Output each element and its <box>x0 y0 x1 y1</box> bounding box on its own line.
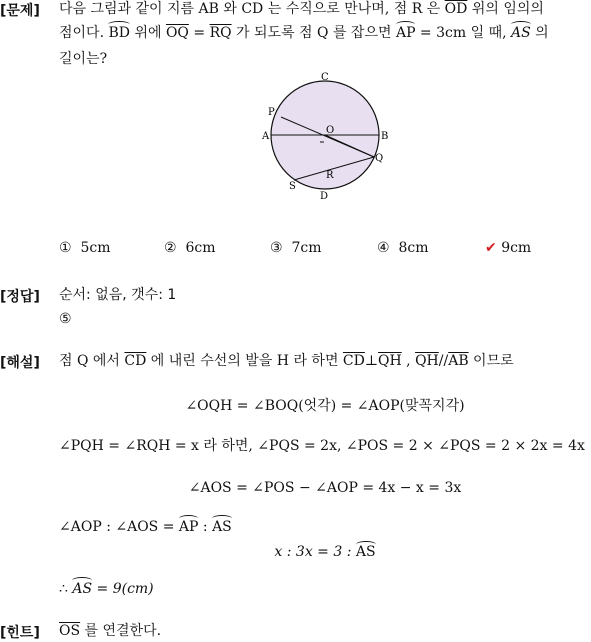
segment-od: $\overline{OD}$ <box>444 1 468 17</box>
problem-line-3: 길이는? <box>59 51 108 67</box>
segment-cd: $\overline{CD}$ <box>342 353 365 369</box>
segment-ab: $\overline{AB}$ <box>448 353 469 369</box>
label-a: A <box>262 131 270 142</box>
problem-text: = 3cm 일 때, <box>415 25 511 41</box>
label-r: R <box>326 170 334 181</box>
segment-rq: $\overline{RQ}$ <box>209 25 232 41</box>
circle-figure <box>262 72 392 204</box>
arc-ap: AP <box>178 519 199 535</box>
problem-line-2 <box>59 24 549 42</box>
arc-as: AS <box>212 519 232 535</box>
problem-text: 가 되도록 점 Q 를 잡으면 <box>231 25 396 41</box>
equation-2: ∠PQH = ∠RQH = x 라 하면, ∠PQS = 2x, ∠POS = 2 × ∠PQS = 2 × 2x = 4x <box>59 438 585 454</box>
segment-cd: $\overline{CD}$ <box>124 353 147 369</box>
equation-1: ∠OQH = ∠BOQ(엇각) = ∠AOP(맞꼭지각) <box>185 398 465 414</box>
label-q: Q <box>375 153 384 164</box>
hint-line: $\overline{OS}$ 를 연결한다. <box>59 623 162 639</box>
option-4[interactable]: ④ 8cm <box>377 240 429 256</box>
arc-as: AS <box>355 544 376 560</box>
option-3[interactable]: ③ 7cm <box>270 240 322 256</box>
problem-text: = <box>188 25 210 41</box>
answer-line-1: 순서: 없음, 갯수: 1 <box>59 287 177 303</box>
segment-qh: $\overline{QH}$ <box>378 353 402 369</box>
answer-line-2: ⑤ <box>59 311 72 327</box>
problem-tag: [문제] <box>0 3 40 19</box>
option-1[interactable]: ① 5cm <box>59 240 111 256</box>
label-p: P <box>268 107 275 118</box>
arc-bd: BD <box>108 25 130 41</box>
label-s: S <box>289 181 296 192</box>
option-5[interactable]: ✔ 9cm <box>485 240 532 256</box>
arc-ap: AP <box>395 25 416 41</box>
equation-3: ∠AOS = ∠POS − ∠AOP = 4x − x = 3x <box>188 480 462 496</box>
problem-text: 다음 그림과 같이 지름 AB 와 CD 는 수직으로 만나며, 점 R 은 <box>59 1 445 17</box>
label-d: D <box>320 191 329 202</box>
problem-text: 의 <box>530 25 549 41</box>
problem-line-1 <box>59 0 544 18</box>
label-b: B <box>381 131 389 142</box>
checkmark-icon: ✔ <box>485 240 497 256</box>
segment-qh: $\overline{QH}$ <box>415 353 439 369</box>
hint-tag: [힌트] <box>0 625 40 641</box>
segment-oq: $\overline{OQ}$ <box>165 25 189 41</box>
equation-4: ∠AOP : ∠AOS = AP : AS <box>59 519 232 535</box>
solution-tag: [해설] <box>0 355 40 371</box>
answer-tag: [정답] <box>0 289 40 305</box>
problem-text: 위에 <box>130 25 166 41</box>
problem-text: 위의 임의의 <box>467 1 544 17</box>
problem-text: 점이다. <box>59 25 109 41</box>
label-c: C <box>321 72 329 83</box>
arc-as: AS <box>72 581 93 597</box>
arc-as: AS <box>511 25 531 41</box>
label-o: O <box>326 125 335 136</box>
option-2[interactable]: ② 6cm <box>164 240 216 256</box>
equation-6: ∴ AS = 9(cm) <box>59 581 154 597</box>
segment-os: $\overline{OS}$ <box>59 623 81 639</box>
equation-5: x : 3x = 3 : AS <box>274 544 376 560</box>
solution-line-1: 점 Q 에서 $\overline{CD}$ 에 내린 수선의 발을 H 라 하면 $\overline{CD}\perp\overline{QH}$ , $\overline{QH}//\overline{AB}$ 이므로 <box>59 353 514 369</box>
